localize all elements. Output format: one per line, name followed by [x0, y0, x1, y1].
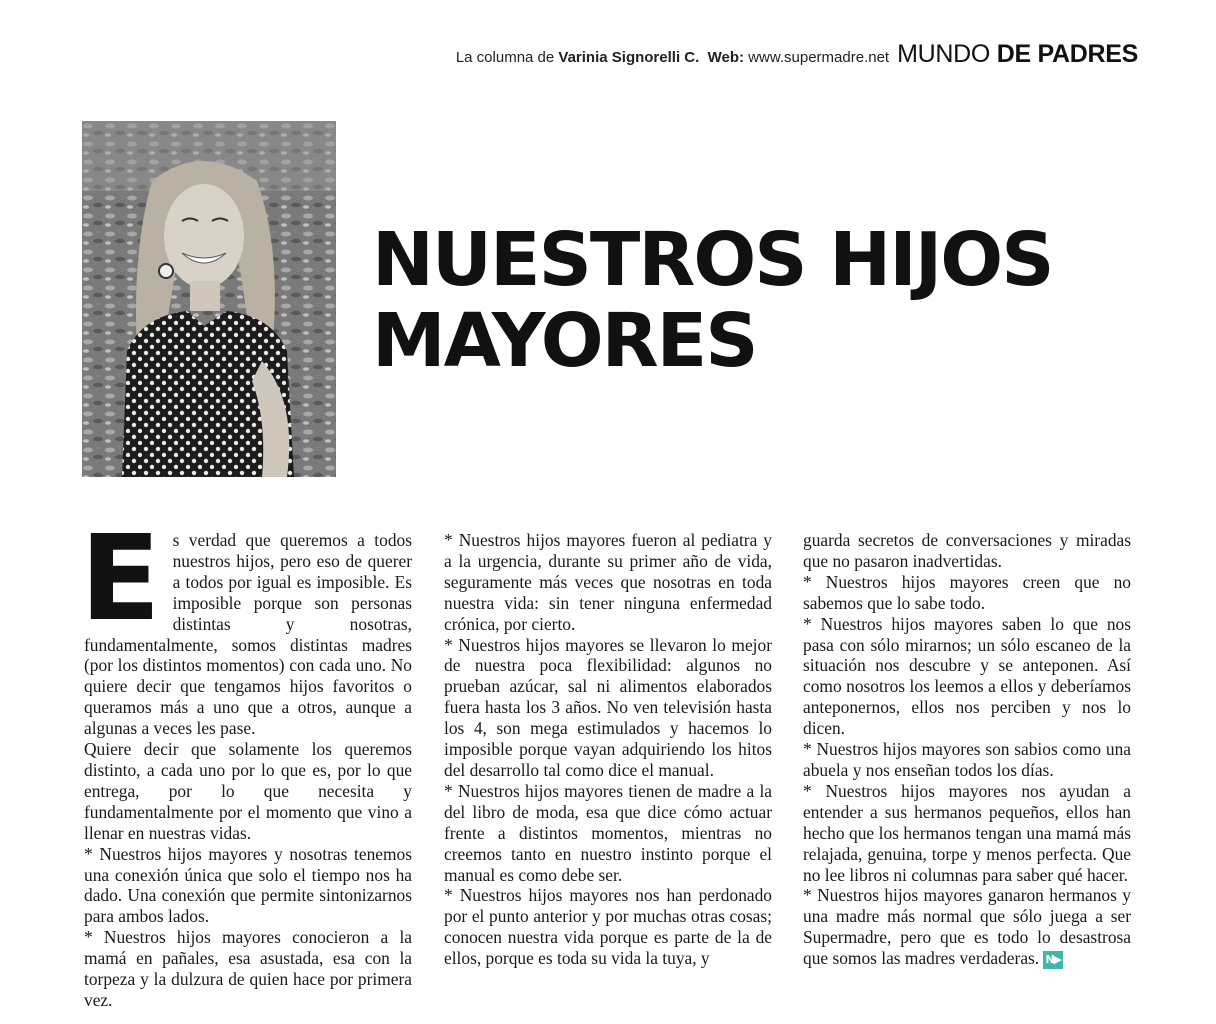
- paragraph: * Nuestros hijos mayores se llevaron lo mejor de nuestra poca flexibilidad: algunos no prueban azúcar, sal ni alimentos elaborados fuera hasta los 3 años. No ven televisión hasta los 4, son mega estimulados y hacemos lo imposible porque vayan adquiriendo los hitos del desarrollo tal como dice el manual.: [444, 634, 772, 780]
- paragraph: * Nuestros hijos mayores nos ayudan a entender a sus hermanos pequeños, ellos han hecho que los hermanos tengan una mamá más relajada, genuina, torpe y menos perfecta. Que no lee libros ni columnas para saber qué hacer.: [803, 780, 1131, 885]
- headline-line-1: NUESTROS HIJOS: [372, 217, 1053, 303]
- column-byline: [456, 49, 889, 66]
- paragraph: Quiere decir que solamente los queremos distinto, a cada uno por lo que es, por lo que entrega, por lo que necesita y fundamentalmente por el momento que vino a llenar en nuestras vidas.: [84, 739, 412, 843]
- paragraph: * Nuestros hijos mayores fueron al pediatra y a la urgencia, durante su primer año de vida, seguramente más veces que nosotras en toda nuestra vida: sin tener ninguna enfermedad crónica, por cierto.: [444, 530, 772, 634]
- section-title-light: MUNDO: [897, 40, 991, 68]
- article-headline: [372, 217, 1152, 384]
- column-prefix: La columna de: [455, 49, 555, 66]
- paragraph: * Nuestros hijos mayores tienen de madre a la del libro de moda, esa que dice cómo actuar frente a distintos momentos, mientras no creemos tanto en nuestro instinto porque el manual es como debe ser.: [444, 780, 772, 885]
- paragraph-last: [803, 885, 1131, 969]
- paragraph: * Nuestros hijos mayores y nosotras tenemos una conexión única que solo el tiempo nos ha dado. Una conexión que permite sintonizarnos para ambos lados.: [84, 843, 412, 927]
- paragraph: * Nuestros hijos mayores conocieron a la mamá en pañales, esa asustada, esa con la torpeza y la dulzura de quien hace por primera vez.: [84, 927, 412, 1010]
- article-column-2: [444, 530, 772, 969]
- section-title-bold: DE PADRES: [996, 40, 1138, 68]
- paragraph: * Nuestros hijos mayores saben lo que nos pasa con sólo mirarnos; un sólo escaneo de la situación nos descubre y se anteponen. Así como nosotros los leemos a ellos y deberíamos anteponernos, ellos nos perciben y nos lo dicen.: [803, 613, 1131, 739]
- article-column-1: [80, 509, 412, 1011]
- headline-line-2: MAYORES: [372, 298, 757, 384]
- web-url: www.supermadre.net: [748, 49, 890, 66]
- section-title: [897, 40, 1138, 69]
- paragraph-last-text: * Nuestros hijos mayores ganaron hermanos y una madre más normal que sólo juega a ser Supermadre, pero que es todo lo desastrosa que somos las madres verdaderas.: [803, 885, 1131, 969]
- paragraph: * Nuestros hijos mayores nos han perdonado por el punto anterior y por muchas otras cosas; conocen nuestra vida porque es parte de la de ellos, porque es toda su vida la tuya, y: [444, 885, 772, 969]
- author-portrait-photo: [82, 121, 336, 477]
- page-header: [456, 40, 1138, 74]
- portrait-image: [82, 121, 336, 477]
- drop-cap: E: [80, 509, 161, 647]
- end-of-article-mark-icon: N▶: [1043, 951, 1063, 969]
- web-label: Web:: [707, 49, 745, 66]
- paragraph: * Nuestros hijos mayores son sabios como una abuela y nos enseñan todos los días.: [803, 739, 1131, 780]
- paragraph: guarda secretos de conversaciones y miradas que no pasaron inadvertidas.: [803, 530, 1131, 571]
- paragraph: s verdad que queremos a todos nuestros hijos, pero eso de querer a todos por igual es imposible. Es imposible porque son personas distintas y nosotras, fundamentalmente, somos distintas madres (por los distintos momentos) con cada uno. No quiere decir que tengamos hijos favoritos o queramos más a uno que a otros, aunque a algunas a veces les pase.: [84, 530, 412, 739]
- author-name: Varinia Signorelli C.: [558, 49, 700, 66]
- paragraph: * Nuestros hijos mayores creen que no sabemos que lo sabe todo.: [803, 571, 1131, 613]
- article-column-3: [803, 530, 1131, 969]
